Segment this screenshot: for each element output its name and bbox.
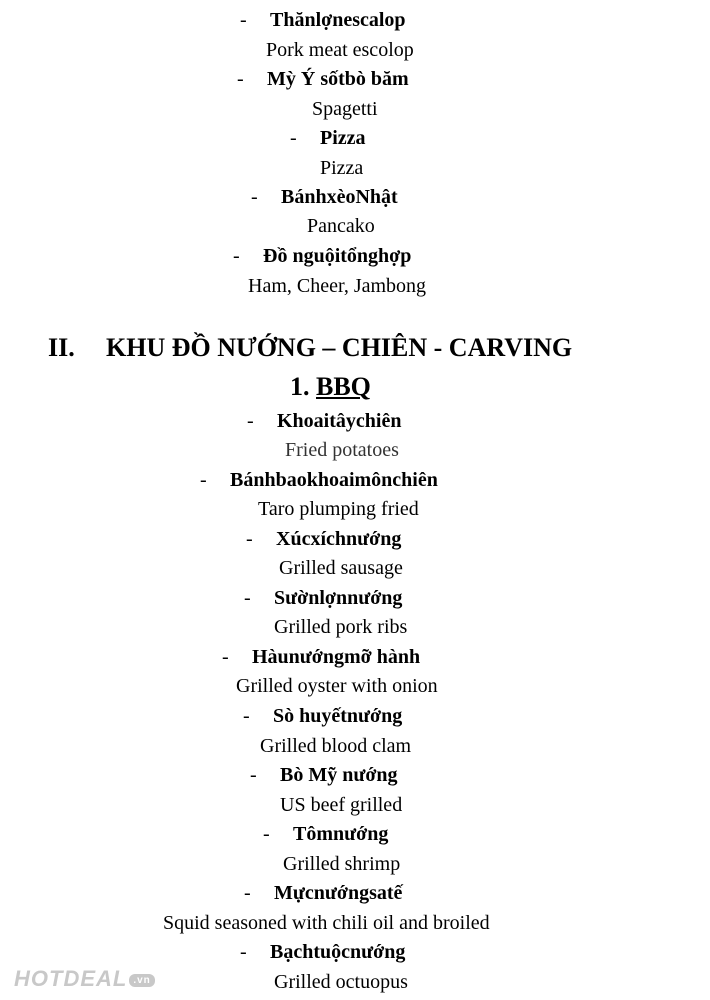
menu-item-vi — [222, 645, 420, 669]
dish-name-en: Grilled pork ribs — [274, 616, 408, 638]
menu-item-vi — [240, 8, 406, 32]
watermark-brand: HOTDEAL — [14, 966, 128, 991]
dish-name-en: Spagetti — [312, 98, 378, 120]
dish-name-vi: Pizza — [320, 127, 366, 149]
menu-item-vi — [290, 126, 366, 150]
dish-name-vi: Xúcxíchnướng — [276, 528, 402, 550]
list-dash: - — [244, 587, 251, 609]
subsection-title: BBQ — [316, 372, 371, 401]
dish-name-en: Grilled octuopus — [274, 971, 408, 993]
menu-item-vi — [237, 67, 409, 91]
menu-item-vi — [200, 468, 438, 492]
dish-name-vi: Hàunướngmỡ hành — [252, 646, 421, 668]
subsection-number: 1. — [290, 372, 310, 401]
subsection-heading — [290, 372, 371, 402]
menu-item-vi — [246, 527, 401, 551]
list-dash: - — [250, 764, 257, 786]
menu-item-vi — [250, 763, 398, 787]
menu-item-vi — [263, 822, 388, 846]
menu-item-vi — [247, 409, 401, 433]
dish-name-en: Fried potatoes — [285, 439, 399, 461]
dish-name-en: Pancako — [307, 215, 375, 237]
dish-name-vi: Đồ nguộitổnghợp — [263, 245, 412, 267]
menu-item-vi — [244, 881, 402, 905]
section-number: II. — [48, 333, 75, 362]
dish-name-vi: Khoaitâychiên — [277, 410, 402, 432]
dish-name-en: Grilled sausage — [279, 557, 403, 579]
menu-item-vi — [233, 244, 411, 268]
list-dash: - — [290, 127, 297, 149]
dish-name-vi: Sò huyếtnướng — [273, 705, 403, 727]
list-dash: - — [246, 528, 253, 550]
dish-name-vi: Bò Mỹ nướng — [280, 764, 398, 786]
dish-name-vi: Mựcnướngsatế — [274, 882, 403, 904]
list-dash: - — [247, 410, 254, 432]
list-dash: - — [222, 646, 229, 668]
dish-name-vi: Bạchtuộcnướng — [270, 941, 406, 963]
list-dash: - — [243, 705, 250, 727]
list-dash: - — [240, 9, 247, 31]
dish-name-en: US beef grilled — [280, 794, 403, 816]
menu-item-vi — [244, 586, 402, 610]
dish-name-vi: Thănlợnescalop — [270, 9, 406, 31]
menu-item-vi — [243, 704, 402, 728]
dish-name-en: Grilled shrimp — [283, 853, 401, 875]
menu-item-vi — [251, 185, 398, 209]
dish-name-vi: Sườnlợnnướng — [274, 587, 403, 609]
dish-name-en: Taro plumping fried — [258, 498, 419, 520]
list-dash: - — [263, 823, 270, 845]
dish-name-en: Grilled blood clam — [260, 735, 412, 757]
dish-name-en: Grilled oyster with onion — [236, 675, 438, 697]
dish-name-en: Pizza — [320, 157, 364, 179]
dish-name-en: Pork meat escolop — [266, 39, 414, 61]
list-dash: - — [240, 941, 247, 963]
list-dash: - — [251, 186, 258, 208]
dish-name-vi: Tômnướng — [293, 823, 389, 845]
list-dash: - — [237, 68, 244, 90]
menu-item-vi — [240, 940, 405, 964]
dish-name-vi: BánhxèoNhật — [281, 186, 398, 208]
dish-name-vi: Mỳ Ý sốtbò băm — [267, 68, 409, 90]
dish-name-en: Squid seasoned with chili oil and broiled — [163, 912, 490, 934]
section-title: KHU ĐỒ NƯỚNG – CHIÊN - CARVING — [106, 333, 573, 362]
list-dash: - — [233, 245, 240, 267]
section-heading — [48, 333, 572, 363]
list-dash: - — [200, 469, 207, 491]
watermark-suffix: .vn — [129, 974, 154, 987]
hotdeal-watermark-logo — [14, 966, 155, 992]
dish-name-en: Ham, Cheer, Jambong — [248, 275, 427, 297]
dish-name-vi: Bánhbaokhoaimônchiên — [230, 469, 438, 491]
list-dash: - — [244, 882, 251, 904]
